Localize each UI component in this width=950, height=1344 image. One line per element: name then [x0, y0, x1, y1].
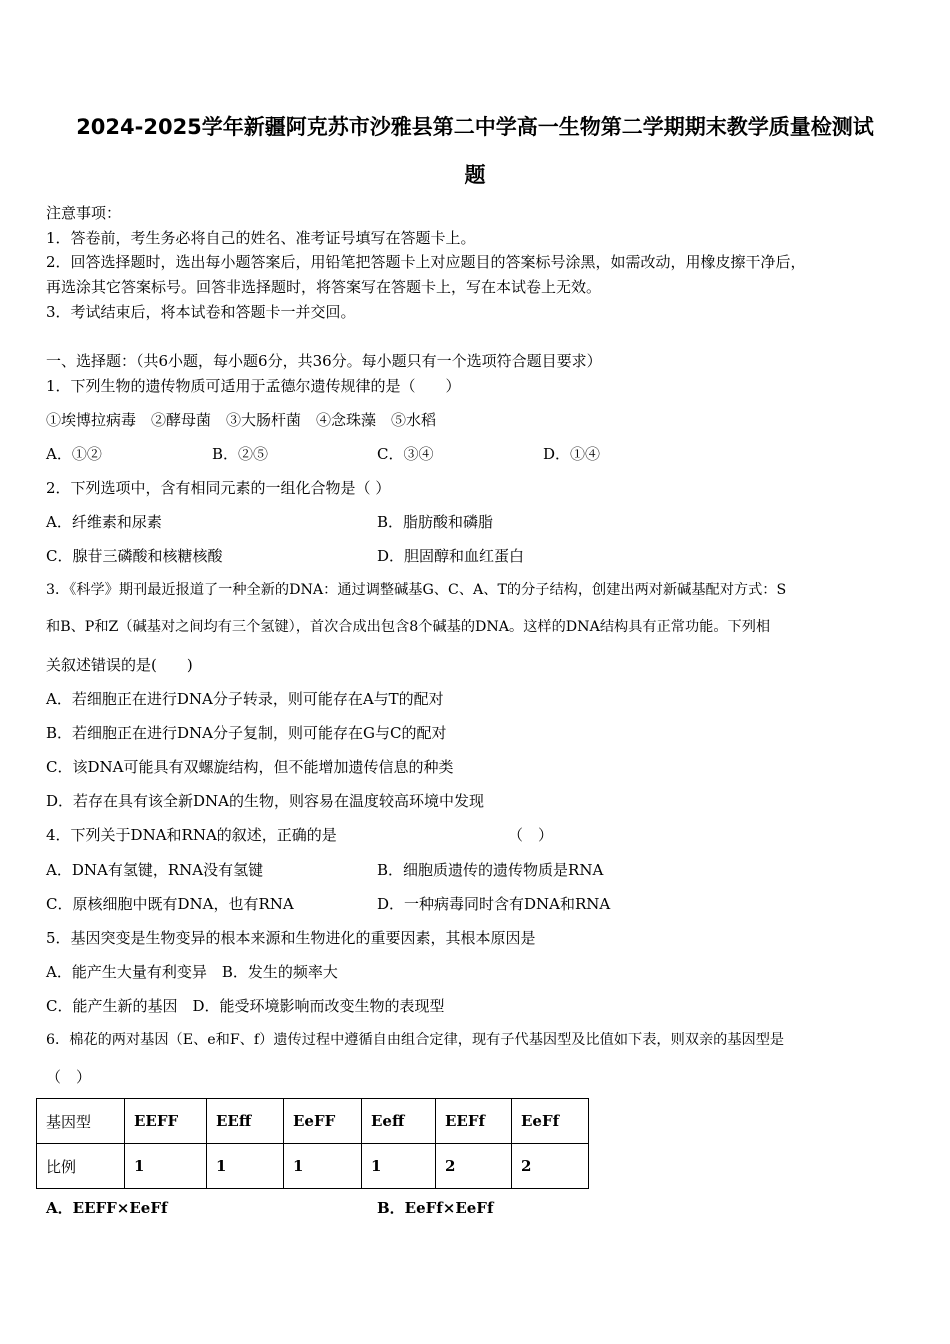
table-cell: 1	[362, 1144, 436, 1189]
table-cell: EEFf	[436, 1099, 512, 1144]
q5-options-cd: C．能产生新的基因 D．能受环境影响而改变生物的表现型	[46, 997, 445, 1015]
table-cell: EEFF	[125, 1099, 207, 1144]
q2-option-d: D．胆固醇和血红蛋白	[377, 547, 525, 565]
exam-title-line2: 题	[464, 163, 486, 187]
q1-option-b: B．②⑤	[212, 445, 269, 463]
q4-option-b: B．细胞质遗传的遗传物质是RNA	[377, 861, 604, 879]
table-row-genotype	[37, 1099, 589, 1144]
q4-answer-paren: （ ）	[508, 826, 554, 844]
q3-option-d: D．若存在具有该全新DNA的生物，则容易在温度较高环境中发现	[46, 792, 485, 810]
q6-stem-line2: （ ）	[46, 1068, 92, 1086]
q3-stem-line1: 3．《科学》期刊最近报道了一种全新的DNA：通过调整碱基G、C、A、T的分子结构，创建出两对新碱基配对方式：S	[46, 582, 787, 598]
table-cell: EeFf	[512, 1099, 589, 1144]
q1-items: ①埃博拉病毒 ②酵母菌 ③大肠杆菌 ④念珠藻 ⑤水稻	[46, 411, 437, 429]
notice-item-2b: 再选涂其它答案标号。回答非选择题时，将答案写在答题卡上，写在本试卷上无效。	[46, 278, 602, 296]
table-cell: 比例	[37, 1144, 125, 1189]
table-row-ratio	[37, 1144, 589, 1189]
table-cell: EeFF	[284, 1099, 362, 1144]
q4-option-c: C．原核细胞中既有DNA，也有RNA	[46, 895, 294, 913]
table-cell: 2	[436, 1144, 512, 1189]
table-cell: Eeff	[362, 1099, 436, 1144]
q4-option-d: D．一种病毒同时含有DNA和RNA	[377, 895, 611, 913]
q3-option-a: A．若细胞正在进行DNA分子转录，则可能存在A与T的配对	[46, 690, 444, 708]
q2-option-c: C．腺苷三磷酸和核糖核酸	[46, 547, 223, 565]
notice-item-1: 1．答卷前，考生务必将自己的姓名、准考证号填写在答题卡上。	[46, 229, 476, 247]
q4-stem: 4．下列关于DNA和RNA的叙述，正确的是	[46, 826, 337, 844]
q3-stem-line2: 和B、P和Z（碱基对之间均有三个氢键），首次合成出包含8个碱基的DNA。这样的DNA结构具有正常功能。下列相	[46, 619, 771, 635]
q1-option-a: A．①②	[46, 445, 102, 463]
notice-item-3: 3．考试结束后，将本试卷和答题卡一并交回。	[46, 303, 356, 321]
q3-stem-line3: 关叙述错误的是( )	[46, 656, 193, 674]
table-cell: 1	[284, 1144, 362, 1189]
q6-option-a: A．EEFF×EeFf	[46, 1199, 168, 1217]
genotype-ratio-table	[36, 1098, 589, 1189]
q6-stem-line1: 6．棉花的两对基因（E、e和F、f）遗传过程中遵循自由组合定律，现有子代基因型及比值如下表，则双亲的基因型是	[46, 1032, 785, 1048]
q6-option-b: B．EeFf×EeFf	[377, 1199, 494, 1217]
q3-option-c: C．该DNA可能具有双螺旋结构，但不能增加遗传信息的种类	[46, 758, 454, 776]
table-cell: 2	[512, 1144, 589, 1189]
q3-option-b: B．若细胞正在进行DNA分子复制，则可能存在G与C的配对	[46, 724, 447, 742]
q5-options-ab: A．能产生大量有利变异 B．发生的频率大	[46, 963, 338, 981]
table-cell: 基因型	[37, 1099, 125, 1144]
table-cell: 1	[207, 1144, 284, 1189]
table-cell: 1	[125, 1144, 207, 1189]
notice-heading: 注意事项：	[46, 204, 122, 222]
q1-option-c: C．③④	[377, 445, 434, 463]
section-heading: 一、选择题：（共6小题，每小题6分，共36分。每小题只有一个选项符合题目要求）	[46, 352, 602, 370]
q2-stem: 2．下列选项中，含有相同元素的一组化合物是（ ）	[46, 479, 391, 497]
table-cell: EEff	[207, 1099, 284, 1144]
q1-option-d: D．①④	[543, 445, 601, 463]
q4-option-a: A．DNA有氢键，RNA没有氢键	[46, 861, 264, 879]
q2-option-b: B．脂肪酸和磷脂	[377, 513, 494, 531]
q1-stem: 1．下列生物的遗传物质可适用于孟德尔遗传规律的是（ ）	[46, 377, 461, 395]
q2-option-a: A．纤维素和尿素	[46, 513, 162, 531]
exam-title-line1: 2024-2025学年新疆阿克苏市沙雅县第二中学高一生物第二学期期末教学质量检测试	[76, 115, 874, 139]
q5-stem: 5．基因突变是生物变异的根本来源和生物进化的重要因素，其根本原因是	[46, 929, 536, 947]
notice-item-2a: 2．回答选择题时，选出每小题答案后，用铅笔把答题卡上对应题目的答案标号涂黑，如需改动，用橡皮擦干净后，	[46, 253, 806, 271]
